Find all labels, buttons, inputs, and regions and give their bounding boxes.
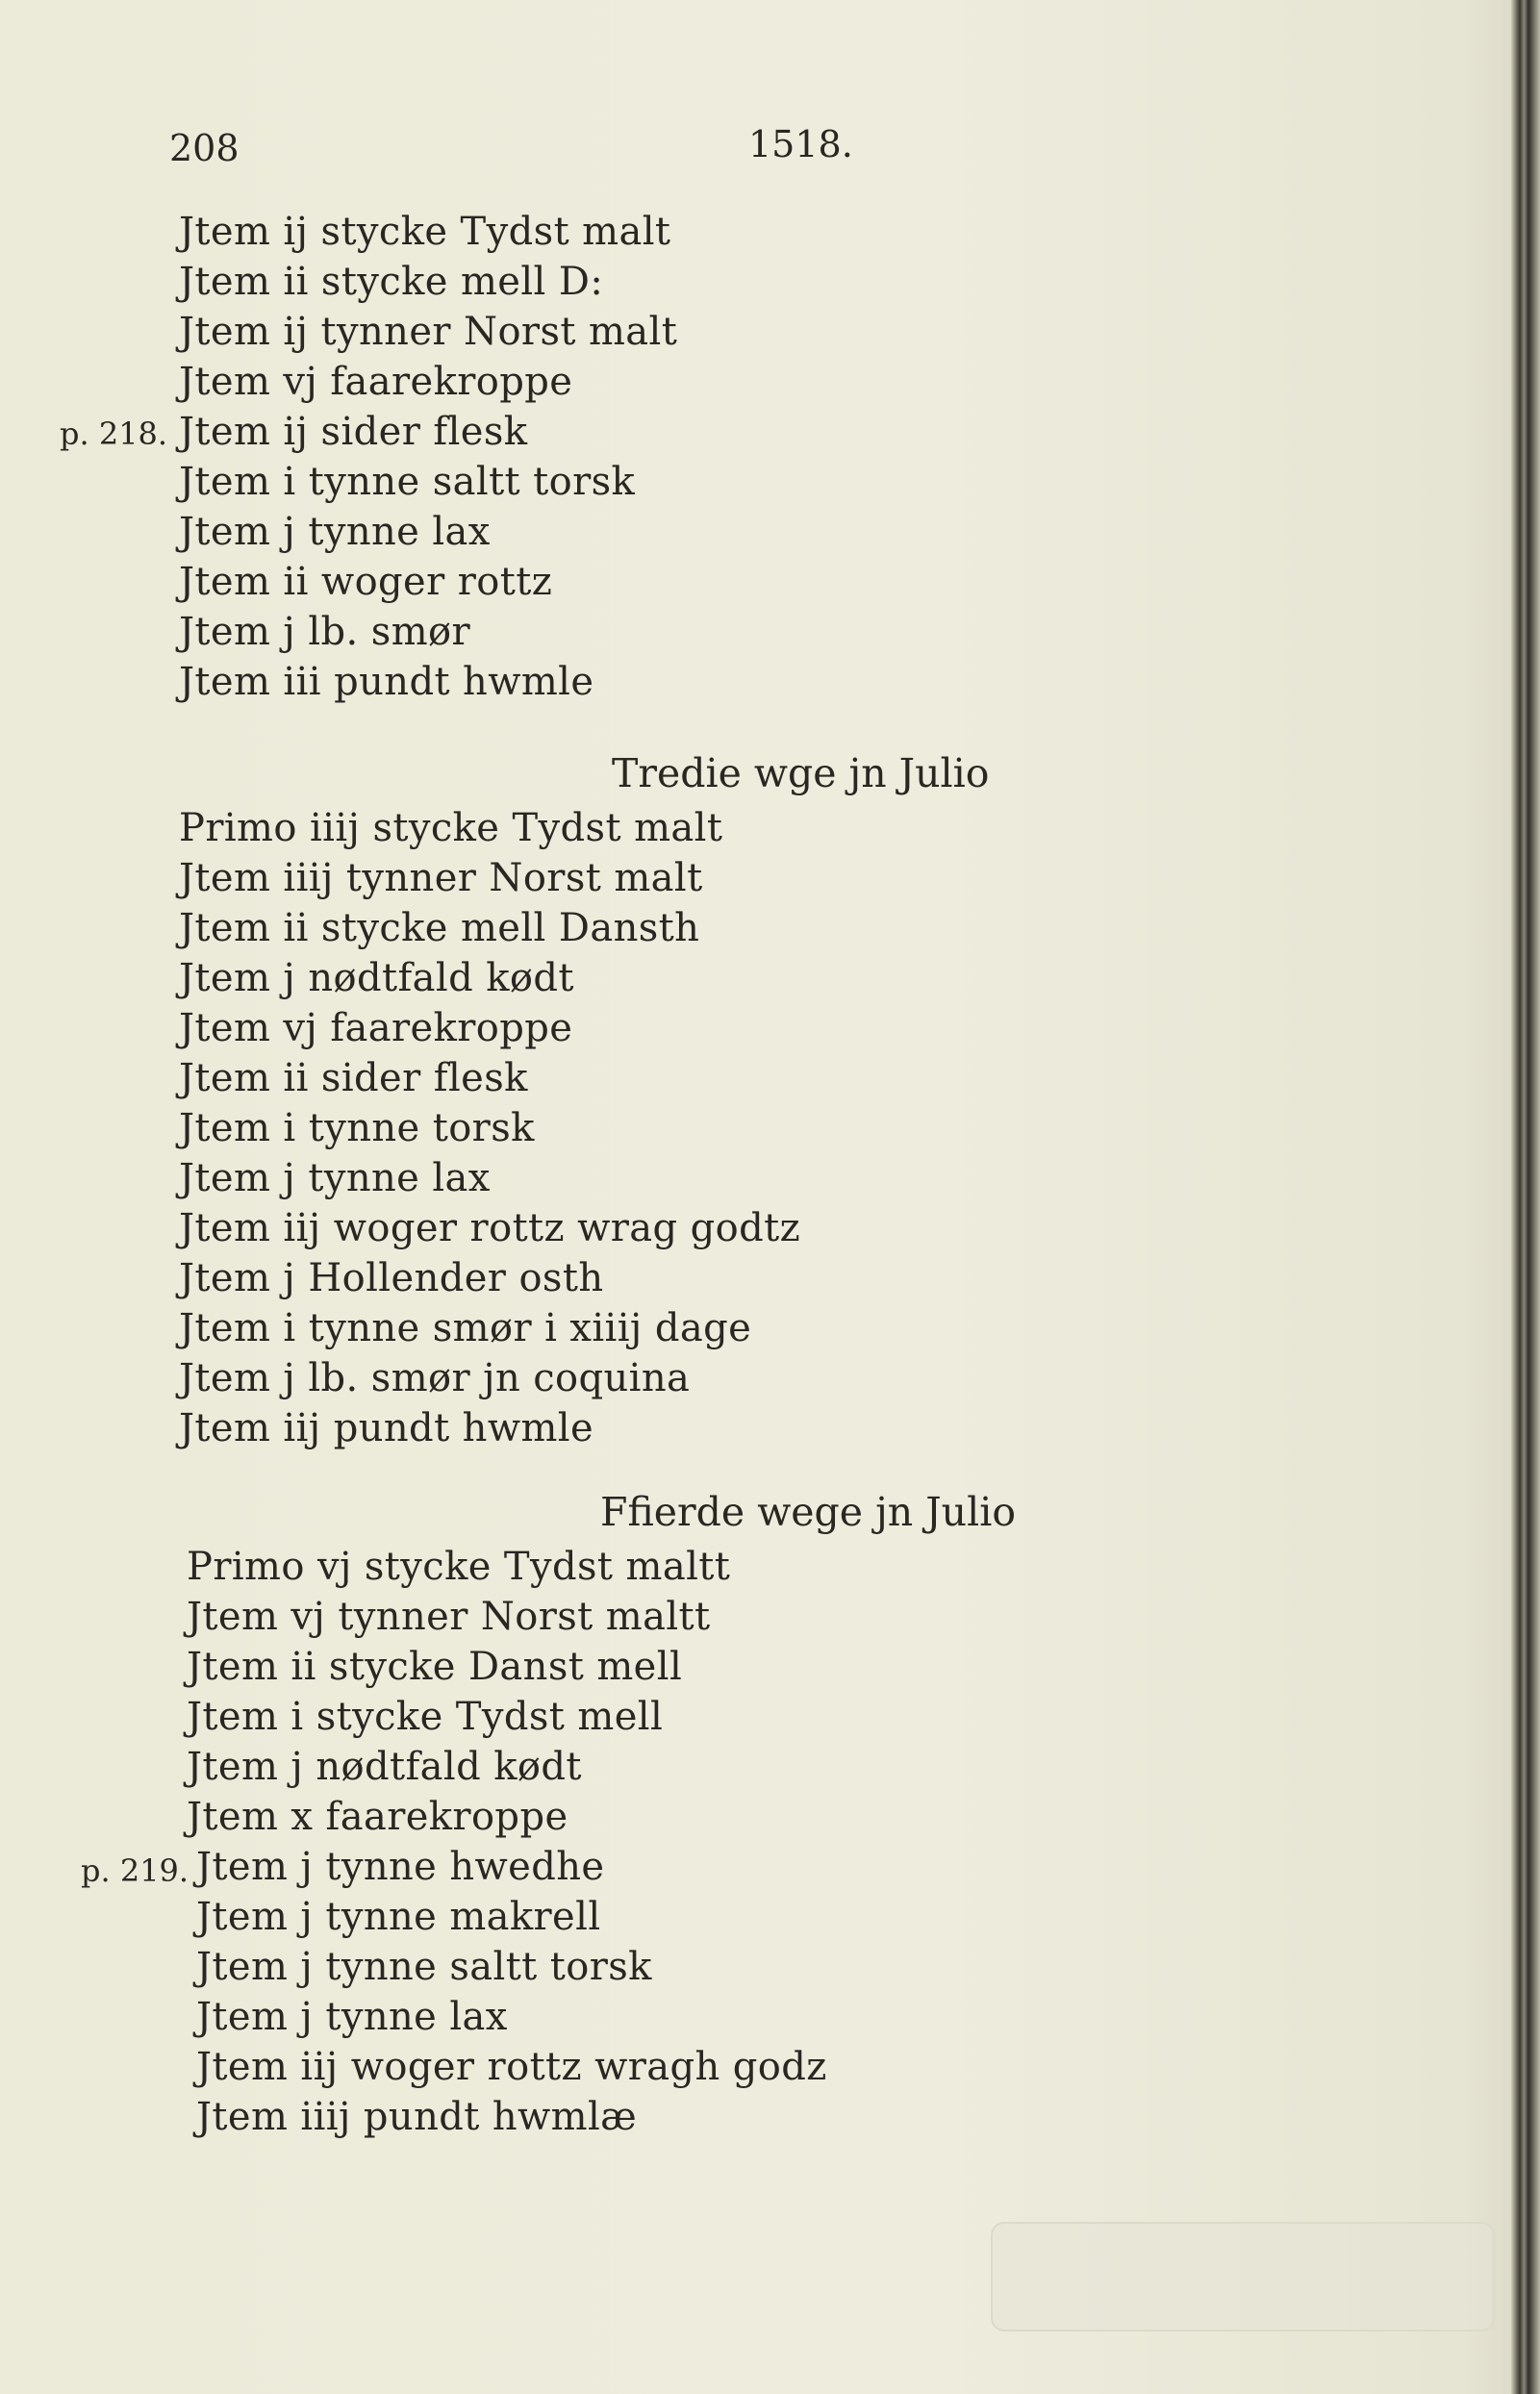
entry-line: Jtem ii stycke mell D: (179, 260, 604, 304)
entry-line: Jtem ii sider flesk (179, 1056, 528, 1100)
entry-line: Jtem ij tynner Norst malt (179, 310, 678, 354)
entry-line: Jtem iiij pundt hwmlæ (196, 2095, 638, 2139)
section-heading: Ffierde wege jn Julio (600, 1489, 1017, 1535)
entry-line: Jtem ii stycke mell Dansth (179, 906, 700, 950)
entry-line: Jtem iii pundt hwmle (179, 660, 594, 704)
entry-line: Jtem j tynne saltt torsk (196, 1945, 652, 1989)
margin-reference: p. 219. (81, 1852, 189, 1889)
entry-line: Jtem j tynne lax (179, 1156, 491, 1200)
entry-line: Jtem ii woger rottz (179, 560, 553, 604)
entry-line: Jtem i stycke Tydst mell (187, 1695, 664, 1739)
entry-line: Jtem iiij tynner Norst malt (179, 856, 703, 900)
entry-line: Jtem j tynne lax (179, 510, 491, 554)
entry-line: Jtem iij woger rottz wragh godz (196, 2045, 827, 2089)
entry-line: Jtem j tynne makrell (196, 1895, 601, 1939)
entry-line: Jtem j nødtfald kødt (179, 956, 574, 1000)
entry-line: Jtem ij stycke Tydst malt (179, 210, 671, 254)
entry-line: Jtem j Hollender osth (179, 1256, 604, 1300)
entry-line: Jtem j tynne lax (196, 1995, 508, 2039)
entry-line: Jtem ii stycke Danst mell (187, 1645, 683, 1689)
entry-line: Jtem vj tynner Norst maltt (187, 1595, 711, 1639)
entry-line: Jtem vj faarekroppe (179, 1006, 573, 1050)
entry-line: Jtem ij sider flesk (179, 410, 528, 454)
bleed-through-box (991, 2222, 1495, 2331)
entry-line: Jtem vj faarekroppe (179, 360, 573, 404)
running-head-year: 1518. (748, 123, 853, 165)
entry-line: Primo iiij stycke Tydst malt (179, 806, 723, 850)
entry-line: Jtem i tynne torsk (179, 1106, 535, 1150)
section-heading: Tredie wge jn Julio (612, 750, 990, 796)
entry-line: Jtem j lb. smør (179, 610, 471, 654)
entry-line: Primo vj stycke Tydst maltt (187, 1545, 731, 1589)
margin-reference: p. 218. (60, 416, 168, 452)
entry-line: Jtem i tynne saltt torsk (179, 460, 636, 504)
page-number: 208 (169, 127, 240, 169)
entry-line: Jtem j nødtfald kødt (187, 1745, 582, 1789)
entry-line: Jtem iij woger rottz wrag godtz (179, 1206, 801, 1250)
entry-line: Jtem j lb. smør jn coquina (179, 1356, 691, 1400)
entry-line: Jtem x faarekroppe (187, 1795, 568, 1839)
book-spine (1511, 0, 1540, 2394)
entry-line: Jtem iij pundt hwmle (179, 1406, 594, 1450)
entry-line: Jtem j tynne hwedhe (196, 1845, 605, 1889)
entry-line: Jtem i tynne smør i xiiij dage (179, 1306, 752, 1350)
